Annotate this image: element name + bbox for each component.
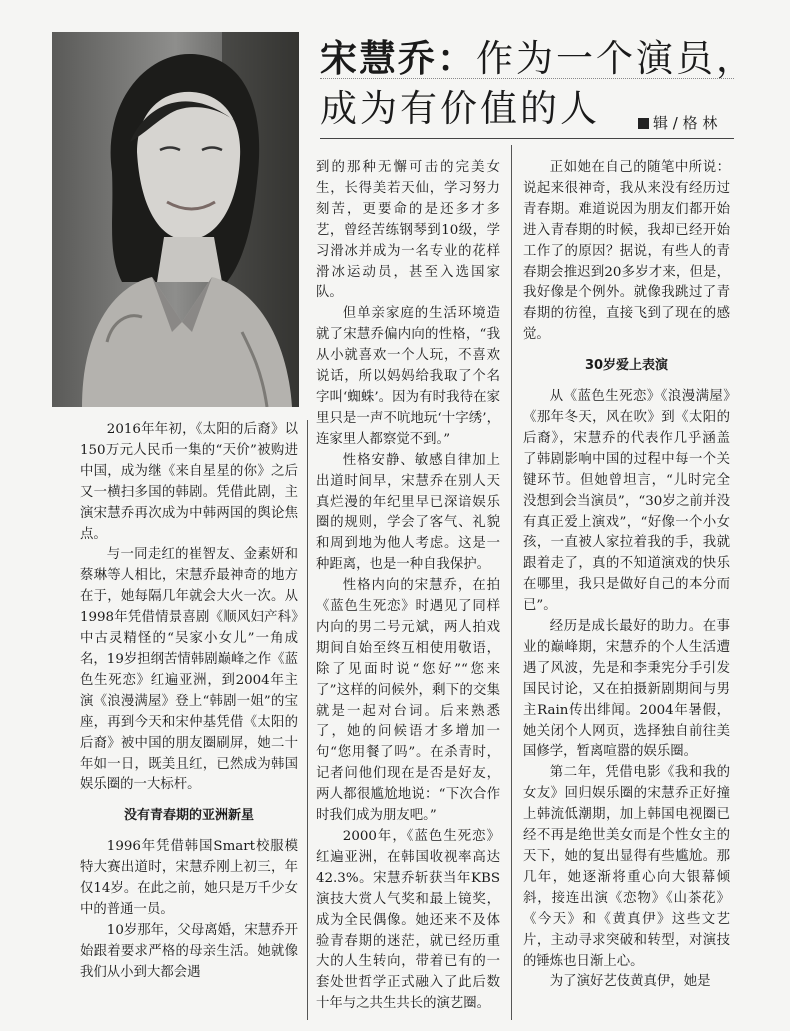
byline-square-icon xyxy=(638,118,649,129)
paragraph: 10岁那年，父母离婚，宋慧乔开始跟着要求严格的母亲生活。她就像我们从小到大都会遇 xyxy=(80,922,298,980)
column-divider-2 xyxy=(511,145,512,1020)
paragraph: 第二年，凭借电影《我和我的女友》回归娱乐圈的宋慧乔正好撞上韩流低潮期，加上韩国电视圈已经不再是绝世美女而是个性女主的天下，她的复出显得有些尴尬。那几年，她逐渐将重心向大银幕倾斜，接连出演《恋物》《山茶花》《今天》和《黄真伊》这些文艺片，主动寻求突破和转型，对演技的锤炼也日渐上心。 xyxy=(523,765,730,969)
title-name: 宋慧乔： xyxy=(320,37,476,80)
paragraph: 1996年凭借韩国Smart校服模特大赛出道时，宋慧乔刚上初三，年仅14岁。在此之前，她只是万千少女中的普通一员。 xyxy=(80,839,298,917)
title-line-1 xyxy=(320,34,756,84)
paragraph: 但单亲家庭的生活环境造就了宋慧乔偏内向的性格，“我从小就喜欢一个人玩，不喜欢说话，所以妈妈给我取了个名字叫‘蜘蛛’。因为有时我待在家里只是一声不吭地玩‘十字绣’，连家里人都察觉不到。” xyxy=(316,306,500,447)
title-phrase: 作为一个演员， xyxy=(476,37,756,80)
paragraph: 与一同走红的崔智友、金素妍和蔡琳等人相比，宋慧乔最神奇的地方在于，她每隔几年就会大火一次。从1998年凭借情景喜剧《顺风妇产科》中古灵精怪的“吴家小女儿”一角成名，19岁担纲苦情韩剧巅峰之作《蓝色生死恋》红遍亚洲，到2004年主演《浪漫满屋》登上“韩剧一姐”的宝座，再到今天和宋仲基凭借《太阳的后裔》被中国的朋友圈刷屏，她二十年如一日，既美且红，已然成为韩国娱乐圈的一大标杆。 xyxy=(80,547,298,793)
paragraph: 2000年，《蓝色生死恋》红遍亚洲，在韩国收视率高达42.3%。宋慧乔斩获当年KBS演技大赏人气奖和最上镜奖，成为全民偶像。她还来不及体验青春期的迷茫，就已经历重大的人生转向，带着已有的一套处世哲学正式融入了此后数十年与之共生共长的演艺圈。 xyxy=(316,829,500,1012)
column-top-rule xyxy=(320,138,734,139)
paragraph: 经历是成长最好的助力。在事业的巅峰期，宋慧乔的个人生活遭遇了风波，先是和李秉宪分手引发国民讨论，又在拍摄新剧期间与男主Rain传出绯闻。2004年暑假，她关闭个人网页，选择独自前往美国修学，暂离喧嚣的娱乐圈。 xyxy=(523,619,730,760)
text-column-3 xyxy=(523,158,730,993)
text-column-1 xyxy=(80,420,298,984)
paragraph: 性格安静、敏感自律加上出道时间早，宋慧乔在别人天真烂漫的年纪里早已深谙娱乐圈的规则，学会了客气、礼貌和周到地为他人考虑。这是一种距离，也是一种自我保护。 xyxy=(316,452,500,573)
paragraph-continued: 到的那种无懈可击的完美女生，长得美若天仙，学习努力刻苦，更要命的是还多才多艺，曾经苦练钢琴到10级，学习滑冰并成为一名专业的花样滑冰运动员，甚至入选国家队。 xyxy=(316,160,500,301)
title-line-2: 成为有价值的人 xyxy=(320,87,600,130)
portrait-photo xyxy=(52,32,299,407)
paragraph: 为了演好艺伎黄真伊，她是 xyxy=(549,974,711,990)
byline xyxy=(638,112,717,133)
text-column-2 xyxy=(316,158,500,1015)
column-divider-1 xyxy=(307,420,308,1020)
paragraph: 正如她在自己的随笔中所说：说起来很神奇，我从来没有经历过青春期。难道说因为朋友们都开始进入青春期的时候，我却已经开始工作了的原因？据说，有些人的青春期会推迟到20多岁才来，但是，我好像是个例外。就像我跳过了青春期的彷徨，直接飞到了现在的感觉。 xyxy=(523,160,730,343)
section-heading: 没有青春期的亚洲新星 xyxy=(123,808,254,824)
byline-text: 辑 / 格 林 xyxy=(653,114,718,132)
paragraph: 性格内向的宋慧乔，在拍《蓝色生死恋》时遇见了同样内向的男二号元斌，两人拍戏期间自始至终互相使用敬语，除了见面时说“您好”“您来了”这样的问候外，剩下的交集就是一起对台词。后来熟悉了，她的问候语才多增加一句“您用餐了吗”。在杀青时，记者问他们现在是否是好友，两人都很尴尬地说：“下次合作时我们成为朋友吧。” xyxy=(316,578,500,824)
section-heading: 30岁爱上表演 xyxy=(584,358,669,374)
paragraph: 2016年年初，《太阳的后裔》以150万元人民币一集的“天价”被购进中国，成为继《来自星星的你》之后又一横扫多国的韩剧。凭借此剧，主演宋慧乔再次成为中韩两国的舆论焦点。 xyxy=(80,422,298,542)
paragraph: 从《蓝色生死恋》《浪漫满屋》《那年冬天，风在吹》到《太阳的后裔》，宋慧乔的代表作几乎涵盖了韩剧影响中国的过程中每一个关键环节。但她曾坦言，“儿时完全没想到会当演员”，“30岁之前并没有真正爱上演戏”，“好像一个小女孩，一直被人家拉着我的手，我就跟着走了，真的不知道演戏的快乐在哪里，我只是做好自己的本分而已”。 xyxy=(523,389,730,614)
title-divider xyxy=(320,78,734,79)
